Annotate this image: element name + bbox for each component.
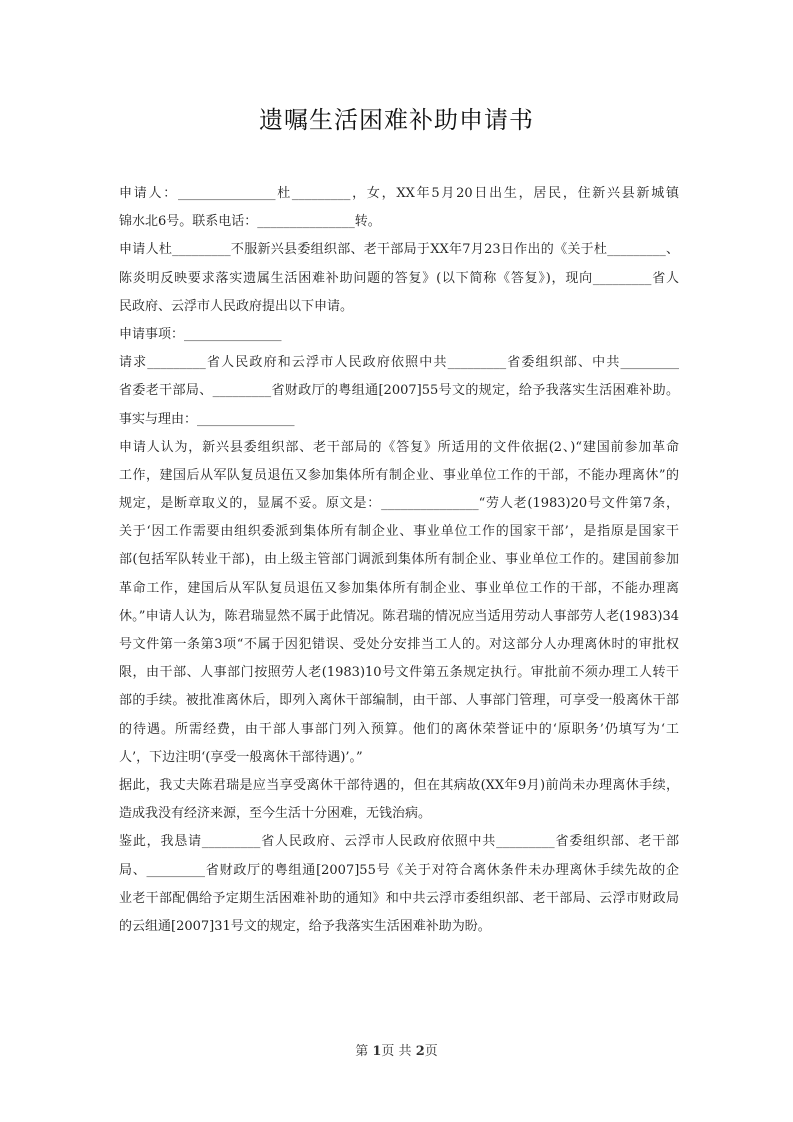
footer-suffix: 页 <box>424 1044 438 1059</box>
text-line: 的云组通[2007]31号文的规定，给予我落实生活困难补助为盼。 <box>119 918 491 934</box>
text-line: 休。”申请人认为，陈君瑞显然不属于此情况。陈君瑞的情况应当适用劳动人事部劳人老(1983)34 <box>119 608 679 624</box>
text-line: 关于‘因工作需要由组织委派到集体所有制企业、事业单位工作的国家干部’，是指原是国家干 <box>119 524 679 540</box>
text-line: 省委老干部局、_________省财政厅的粤组通[2007]55号文的规定，给予我落实生活困难补助。 <box>119 383 679 399</box>
page-footer <box>0 1040 793 1059</box>
text-line: 部的手续。被批准离休后，即列入离休干部编制，由干部、人事部门管理，可享受一般离休干部 <box>119 693 679 709</box>
text-line: 请求_________省人民政府和云浮市人民政府依照中共_________省委组织部、中共_________ <box>119 355 679 371</box>
text-line: 限，由干部、人事部门按照劳人老(1983)10号文件第五条规定执行。审批前不须办理工人转干 <box>119 665 679 681</box>
text-line: 的待遇。所需经费，由干部人事部门列入预算。他们的离休荣誉证中的‘原职务’仍填写为‘工 <box>119 721 679 737</box>
text-line: 人’，下边注明‘(享受一般离休干部待遇)’。” <box>119 749 363 765</box>
text-line: 业老干部配偶给予定期生活困难补助的通知》和中共云浮市委组织部、老干部局、云浮市财政局 <box>119 890 679 906</box>
footer-prefix: 第 <box>355 1044 369 1059</box>
text-line: 锦水北6号。联系电话：_______________转。 <box>119 214 381 230</box>
document-title: 遗嘱生活困难补助申请书 <box>259 106 534 134</box>
text-line: 申请人：_______________杜_________，女，XX年5月20日出生，居民，住新兴县新城镇 <box>119 186 679 201</box>
current-page-number: 1 <box>372 1044 382 1059</box>
text-line: 申请人认为，新兴县委组织部、老干部局的《答复》所适用的文件依据(2、)“建国前参加革命 <box>119 439 679 455</box>
text-line: 陈炎明反映要求落实遗属生活困难补助问题的答复》(以下简称《答复》)，现向_________省人 <box>119 270 679 286</box>
text-line: 事实与理由：_______________ <box>119 411 295 427</box>
footer-middle: 页 共 <box>381 1044 412 1059</box>
text-line: 局、_________省财政厅的粤组通[2007]55号《关于对符合离休条件未办理离休手续先故的企 <box>119 862 679 878</box>
text-line: 据此，我丈夫陈君瑞是应当享受离休干部待遇的，但在其病故(XX年9月)前尚未办理离休手续， <box>119 777 679 793</box>
text-line: 工作，建国后从军队复员退伍又参加集体所有制企业、事业单位工作的干部，不能办理离休”的 <box>119 467 679 483</box>
text-line: 民政府、云浮市人民政府提出以下申请。 <box>119 298 354 314</box>
text-line: 革命工作，建国后从军队复员退伍又参加集体所有制企业、事业单位工作的干部，不能办理离 <box>119 580 679 596</box>
text-line: 鉴此，我恳请_________省人民政府、云浮市人民政府依照中共_________省委组织部、老干部 <box>119 834 679 850</box>
document-body <box>119 180 679 941</box>
text-line: 造成我没有经济来源，至今生活十分困难，无钱治病。 <box>119 806 432 822</box>
text-line: 规定，是断章取义的，显属不妥。原文是：_______________“劳人老(1983)20号文件第7条， <box>119 496 679 512</box>
text-line: 申请事项：_______________ <box>119 326 282 342</box>
text-line: 号文件第一条第3项“不属于因犯错误、受处分安排当工人的。对这部分人办理离休时的审批权 <box>119 637 679 652</box>
total-page-count: 2 <box>415 1044 425 1059</box>
text-line: 申请人杜_________不服新兴县委组织部、老干部局于XX年7月23日作出的《关于杜_________、 <box>119 242 679 258</box>
text-line: 部(包括军队转业干部)，由上级主管部门调派到集体所有制企业、事业单位工作的。建国前参加 <box>119 552 679 568</box>
